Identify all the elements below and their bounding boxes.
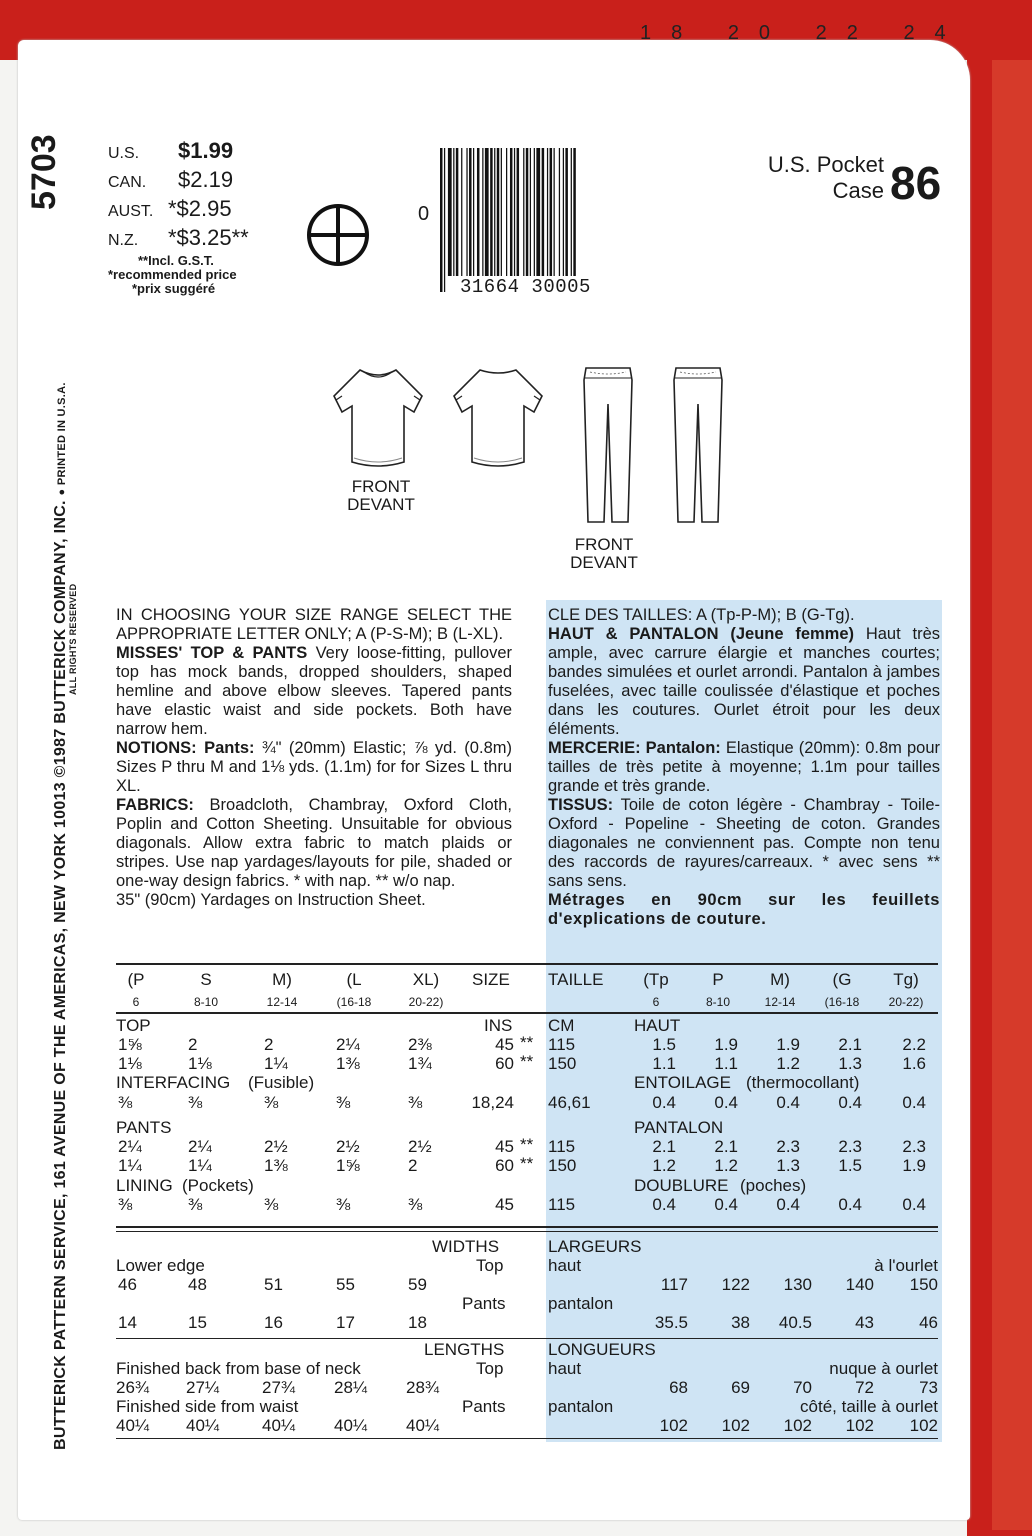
yardage-cell-fr: 0.4 bbox=[838, 1093, 862, 1112]
barcode-bar bbox=[494, 148, 495, 276]
width-top-en: 48 bbox=[188, 1275, 207, 1294]
yardage-cell-en: ⅜ bbox=[188, 1195, 203, 1214]
top-size: 22 bbox=[815, 22, 878, 44]
yardage-cell-en: 1⅜ bbox=[264, 1156, 288, 1175]
width-pants-fr: 43 bbox=[855, 1313, 874, 1332]
top-size: 24 bbox=[903, 22, 966, 44]
length-top-fr: 70 bbox=[793, 1378, 812, 1397]
yardage-star: ** bbox=[520, 1135, 534, 1154]
length-top-en: 28¼ bbox=[334, 1378, 368, 1397]
pocket-case-number: 86 bbox=[890, 157, 942, 209]
barcode-bar bbox=[444, 148, 445, 292]
yardage-cell-fr: 1.3 bbox=[776, 1156, 800, 1175]
width-pants-en: 17 bbox=[336, 1313, 355, 1332]
yardage-cell-en: 2½ bbox=[408, 1137, 432, 1156]
section-label-fr: ENTOILAGE bbox=[634, 1073, 731, 1092]
size-header-en: (L bbox=[346, 970, 362, 989]
yardage-cell-fr: 1.2 bbox=[714, 1156, 738, 1175]
size-header-fr-num: 12-14 bbox=[764, 995, 796, 1009]
yardage-cell-en: 2 bbox=[408, 1156, 418, 1175]
drawing-label-en: FRONT bbox=[574, 535, 634, 554]
yardage-cell-fr: 2.1 bbox=[714, 1137, 738, 1156]
chart-bottom-rule bbox=[116, 1438, 938, 1439]
yardage-cm: 150 bbox=[548, 1054, 577, 1073]
length-pants-fr: 102 bbox=[783, 1416, 812, 1435]
yardage-cell-en: 1⅝ bbox=[118, 1035, 142, 1054]
yardage-cell-fr: 0.4 bbox=[838, 1195, 862, 1214]
price-label: CAN. bbox=[108, 174, 147, 191]
side-publisher-text: BUTTERICK PATTERN SERVICE, 161 AVENUE OF THE AMERICAS, NEW YORK 10013 ©1987 BUTTERICK COMPANY, INC. ● PRINTED IN U.S.A. ALL RIGHTS RESERVED bbox=[52, 382, 78, 1450]
yardage-ins: 45 bbox=[495, 1195, 514, 1214]
widths-label-fr: LARGEURS bbox=[548, 1237, 642, 1256]
lengths-nuque: nuque à ourlet bbox=[829, 1359, 938, 1378]
lengths-pants: Pants bbox=[462, 1397, 506, 1416]
yardage-cell-fr: 0.4 bbox=[902, 1093, 926, 1112]
section-note: (Fusible) bbox=[248, 1073, 315, 1092]
chart-top-rule bbox=[116, 963, 938, 965]
top-size: 20 bbox=[727, 22, 791, 44]
pants-back-drawing bbox=[668, 364, 728, 528]
yardage-cell-en: 2 bbox=[264, 1035, 274, 1054]
yardage-cell-en: 1⅛ bbox=[188, 1054, 212, 1073]
barcode-bar bbox=[563, 148, 564, 276]
yardage-bottom-rule bbox=[116, 1226, 938, 1228]
size-header-fr-num: 8-10 bbox=[705, 995, 731, 1009]
price-note: *prix suggéré bbox=[132, 281, 216, 296]
yardage-cm: 115 bbox=[548, 1195, 576, 1214]
price-can: $2.19 bbox=[178, 167, 234, 192]
barcode-bar bbox=[559, 148, 560, 276]
barcode-bar bbox=[571, 148, 572, 292]
barcode-bar bbox=[554, 148, 555, 276]
yardage-cell-fr: 2.3 bbox=[838, 1137, 862, 1156]
notions-heading: NOTIONS: Pants: bbox=[116, 739, 255, 757]
drawing-label-en: FRONT bbox=[351, 477, 411, 496]
yardage-ins: 45 bbox=[495, 1035, 514, 1054]
barcode-bar bbox=[514, 148, 515, 276]
lengths-label: LENGTHS bbox=[424, 1340, 505, 1359]
barcode-bar bbox=[542, 148, 545, 276]
pattern-number: 5703 bbox=[25, 134, 63, 210]
fabrics-text: Broadcloth, Chambray, Oxford Cloth, Poplin and Cotton Sheeting. Unsuitable for obvious diagonals. Allow extra fabric to match plaids or stripes. Use nap yardages/layouts for pile, shaded or one-way design fabrics. * with nap. ** w/o nap. bbox=[116, 796, 512, 890]
section-label-fr: PANTALON bbox=[634, 1118, 724, 1137]
yardage-cell-en: 1¼ bbox=[118, 1156, 142, 1175]
length-top-fr: 73 bbox=[919, 1378, 938, 1397]
yardage-cell-en: 1⅜ bbox=[336, 1054, 360, 1073]
yardage-cell-fr: 0.4 bbox=[776, 1195, 800, 1214]
lengths-top: Top bbox=[476, 1359, 504, 1378]
yardage-cell-fr: 1.1 bbox=[714, 1054, 738, 1073]
yardage-cell-fr: 1.9 bbox=[776, 1035, 800, 1054]
top-back-drawing bbox=[450, 366, 546, 470]
width-pants-fr: 46 bbox=[919, 1313, 938, 1332]
barcode-bar bbox=[477, 148, 480, 276]
yardage-cell-fr: 2.3 bbox=[902, 1137, 926, 1156]
barcode-bar bbox=[466, 148, 467, 276]
yardage-cell-fr: 0.4 bbox=[776, 1093, 800, 1112]
size-header-en-num: 12-14 bbox=[266, 995, 298, 1009]
section-note: (Pockets) bbox=[182, 1176, 254, 1195]
yardage-cell-fr: 2.3 bbox=[776, 1137, 800, 1156]
yardage-cm: 115 bbox=[548, 1137, 576, 1156]
length-top-en: 26¾ bbox=[116, 1378, 150, 1397]
price-nz: *$3.25** bbox=[168, 225, 249, 250]
barcode-bar bbox=[448, 148, 452, 276]
yardage-cell-en: ⅜ bbox=[336, 1093, 351, 1112]
price-note: **Incl. G.S.T. bbox=[138, 253, 214, 268]
yardage-cell-fr: 0.4 bbox=[714, 1195, 738, 1214]
widths-top: Top bbox=[476, 1256, 504, 1275]
yardage-ins: 60 bbox=[495, 1156, 514, 1175]
lengths-cote: côté, taille à ourlet bbox=[800, 1397, 938, 1416]
width-top-en: 59 bbox=[408, 1275, 427, 1294]
drawing-label-fr: DEVANT bbox=[347, 495, 415, 514]
desc-text-fr: Haut très ample, avec carrure élargie et manches courtes; bandes simulées et ourlet arrondi. Pantalon à jambes fuselées, avec taille coulissée d'élastique et poches dans les coutures. Ourlet étroit pour les deux éléments. bbox=[548, 625, 940, 738]
section-note-fr: (poches) bbox=[740, 1176, 807, 1195]
fabrics-heading-fr: TISSUS: bbox=[548, 796, 614, 814]
yardage-cell-en: 2¼ bbox=[118, 1137, 142, 1156]
width-pants-fr: 35.5 bbox=[654, 1313, 688, 1332]
size-key-fr: CLE DES TAILLES: A (Tp-P-M); B (G-Tg). bbox=[548, 606, 855, 624]
yardage-cell-fr: 1.3 bbox=[838, 1054, 862, 1073]
yardage-cell-en: 2 bbox=[188, 1035, 198, 1054]
price-aust: *$2.95 bbox=[168, 196, 232, 221]
barcode-bar bbox=[490, 148, 493, 276]
taille-label: TAILLE bbox=[548, 970, 604, 989]
barcode-bar bbox=[506, 148, 507, 292]
yardage-ins: 60 bbox=[495, 1054, 514, 1073]
size-range-note: IN CHOOSING YOUR SIZE RANGE SELECT THE APPROPRIATE LETTER ONLY; A (P-S-M); B (L-XL). bbox=[116, 606, 512, 643]
pants-drawing-label bbox=[566, 536, 642, 572]
ins-label: INS bbox=[484, 1016, 513, 1035]
yardage-cell-en: ⅜ bbox=[188, 1093, 203, 1112]
barcode-bar bbox=[573, 148, 576, 292]
yardage-cell-fr: 1.1 bbox=[652, 1054, 676, 1073]
size-header-en-num: 8-10 bbox=[193, 995, 219, 1009]
barcode-bar bbox=[453, 148, 454, 276]
yardage-cm: 46,61 bbox=[548, 1093, 591, 1112]
barcode-bar bbox=[565, 148, 568, 276]
section-label-fr: HAUT bbox=[634, 1016, 681, 1035]
lengths-haut: haut bbox=[548, 1359, 582, 1378]
barcode-bar bbox=[501, 148, 502, 276]
yardage-cell-en: 2¼ bbox=[188, 1137, 212, 1156]
length-top-fr: 69 bbox=[731, 1378, 750, 1397]
length-pants-en: 40¼ bbox=[406, 1416, 440, 1435]
size-header-fr-num: (16-18 bbox=[824, 995, 860, 1009]
length-pants-en: 40¼ bbox=[116, 1416, 150, 1435]
size-header-fr-num: 20-22) bbox=[888, 995, 924, 1009]
desc-heading-fr: HAUT & PANTALON (Jeune femme) bbox=[548, 625, 855, 643]
length-top-fr: 68 bbox=[669, 1378, 688, 1397]
price-label: AUST. bbox=[108, 203, 154, 220]
width-top-en: 46 bbox=[118, 1275, 137, 1294]
price-label: N.Z. bbox=[108, 232, 139, 249]
yardage-cell-en: 1¼ bbox=[188, 1156, 212, 1175]
yardage-star: ** bbox=[520, 1033, 534, 1052]
barcode-leading-digit: 0 bbox=[418, 203, 430, 225]
yardage-cell-en: ⅜ bbox=[118, 1093, 133, 1112]
widths-label: WIDTHS bbox=[432, 1237, 500, 1256]
barcode-bar bbox=[497, 148, 500, 276]
section-label-fr: DOUBLURE bbox=[634, 1176, 729, 1195]
yardage-cell-fr: 2.2 bbox=[902, 1035, 926, 1054]
yardage-cell-en: ⅜ bbox=[408, 1093, 423, 1112]
length-pants-fr: 102 bbox=[659, 1416, 688, 1435]
size-header-fr: P bbox=[712, 970, 724, 989]
barcode-digits: 31664 30005 bbox=[460, 276, 591, 298]
barcode-bar bbox=[523, 148, 524, 276]
yardage-cell-fr: 0.4 bbox=[652, 1195, 676, 1214]
length-pants-fr: 102 bbox=[909, 1416, 938, 1435]
yardage-cell-en: 1⅛ bbox=[118, 1054, 142, 1073]
barcode-bar bbox=[456, 148, 459, 276]
width-top-en: 51 bbox=[264, 1275, 283, 1294]
section-label: TOP bbox=[116, 1016, 151, 1035]
yardage-cm: 115 bbox=[548, 1035, 576, 1054]
widths-lower-edge: Lower edge bbox=[116, 1256, 205, 1275]
barcode-bar bbox=[550, 148, 553, 276]
width-pants-en: 16 bbox=[264, 1313, 283, 1332]
section-label: INTERFACING bbox=[116, 1073, 231, 1092]
yardage-cell-fr: 0.4 bbox=[714, 1093, 738, 1112]
size-header-en-num: 20-22) bbox=[408, 995, 444, 1009]
barcode-bar bbox=[485, 148, 489, 276]
width-top-fr: 130 bbox=[783, 1275, 812, 1294]
size-header-en-num: 6 bbox=[132, 995, 140, 1009]
top-front-drawing bbox=[330, 366, 426, 470]
width-top-fr: 140 bbox=[845, 1275, 874, 1294]
notions-heading-fr: MERCERIE: Pantalon: bbox=[548, 739, 721, 757]
barcode-bar bbox=[510, 148, 513, 292]
yardage-star: ** bbox=[520, 1154, 534, 1173]
yardage-cell-fr: 1.5 bbox=[652, 1035, 676, 1054]
section-label: LINING bbox=[116, 1176, 173, 1195]
yardage-cell-fr: 0.4 bbox=[902, 1195, 926, 1214]
yardage-note: 35" (90cm) Yardages on Instruction Sheet. bbox=[116, 891, 426, 909]
yardage-cell-en: 1⅝ bbox=[336, 1156, 360, 1175]
chart-header-rule bbox=[116, 1012, 938, 1014]
length-pants-en: 40¼ bbox=[334, 1416, 368, 1435]
length-pants-en: 40¼ bbox=[262, 1416, 296, 1435]
width-top-en: 55 bbox=[336, 1275, 355, 1294]
price-us: $1.99 bbox=[178, 138, 234, 163]
yardage-cell-fr: 1.6 bbox=[902, 1054, 926, 1073]
width-pants-en: 14 bbox=[118, 1313, 137, 1332]
barcode-bar bbox=[536, 148, 540, 276]
lengths-side: Finished side from waist bbox=[116, 1397, 299, 1416]
width-pants-fr: 40.5 bbox=[778, 1313, 812, 1332]
price-block bbox=[108, 138, 249, 296]
printed-line: PRINTED IN U.S.A. bbox=[56, 382, 68, 486]
barcode-bar bbox=[461, 148, 462, 276]
length-top-en: 27¾ bbox=[262, 1378, 296, 1397]
widths-bottom-rule bbox=[116, 1338, 938, 1339]
lengths-pantalon: pantalon bbox=[548, 1397, 614, 1416]
registration-mark-icon bbox=[306, 203, 370, 267]
lengths-label-fr: LONGUEURS bbox=[548, 1340, 656, 1359]
barcode-bar bbox=[526, 148, 529, 276]
french-description bbox=[548, 606, 940, 929]
barcode-bar bbox=[469, 148, 472, 276]
envelope-edge-inner bbox=[992, 60, 1032, 1530]
yardage-cell-fr: 1.2 bbox=[652, 1156, 676, 1175]
barcode-bar bbox=[534, 148, 535, 276]
yardage-ins: 18,24 bbox=[471, 1093, 514, 1112]
yardage-cm: 150 bbox=[548, 1156, 577, 1175]
top-drawing-label bbox=[344, 478, 418, 514]
yardage-cell-en: 1¼ bbox=[264, 1054, 288, 1073]
widths-pantalon: pantalon bbox=[548, 1294, 614, 1313]
section-label: PANTS bbox=[116, 1118, 172, 1137]
english-description bbox=[116, 606, 512, 910]
price-label: U.S. bbox=[108, 145, 140, 162]
width-pants-en: 15 bbox=[188, 1313, 207, 1332]
fabrics-text-fr: Toile de coton légère - Chambray - Toile-Oxford - Popeline - Sheeting de coton. Grandes diagonales ne conviennent pas. Compte non tenu des raccords de rayures/carreaux. * avec sens ** sans sens. bbox=[548, 796, 940, 890]
length-top-en: 28¾ bbox=[406, 1378, 440, 1397]
yardage-cell-fr: 1.2 bbox=[776, 1054, 800, 1073]
yardage-cell-fr: 1.5 bbox=[838, 1156, 862, 1175]
top-size: 18 bbox=[640, 22, 703, 44]
yardage-cell-en: 2⅜ bbox=[408, 1035, 432, 1054]
barcode-icon bbox=[438, 146, 618, 294]
yardage-ins: 45 bbox=[495, 1137, 514, 1156]
width-top-fr: 122 bbox=[721, 1275, 750, 1294]
size-label: SIZE bbox=[472, 970, 510, 989]
width-pants-en: 18 bbox=[408, 1313, 427, 1332]
desc-text: Very loose-fitting, pullover top has mock bands, dropped shoulders, shaped hemline and above elbow sleeves. Tapered pants have elastic waist and side pockets. Both have narrow hem. bbox=[116, 644, 513, 738]
width-top-fr: 117 bbox=[660, 1275, 688, 1294]
yardage-note-fr: Métrages en 90cm sur les feuillets d'explications de couture. bbox=[548, 891, 940, 928]
pocket-case-label bbox=[764, 152, 884, 204]
pants-front-drawing bbox=[578, 364, 638, 528]
notions-text-fr: Elastique (20mm): 0.8m pour tailles de très petite à moyenne; 1.1m pour tailles grande et très grande. bbox=[548, 739, 940, 795]
widths-haut: haut bbox=[548, 1256, 582, 1275]
yardage-cell-fr: 1.9 bbox=[902, 1156, 926, 1175]
barcode-bar bbox=[517, 148, 520, 276]
size-header-fr-num: 6 bbox=[652, 995, 660, 1009]
barcode-bar bbox=[482, 148, 483, 276]
yardage-cell-en: ⅜ bbox=[336, 1195, 351, 1214]
yardage-cell-en: 2½ bbox=[264, 1137, 288, 1156]
fabrics-heading: FABRICS: bbox=[116, 796, 194, 814]
barcode-bar bbox=[547, 148, 548, 276]
yardage-cell-fr: 1.9 bbox=[714, 1035, 738, 1054]
yardage-cell-fr: 2.1 bbox=[838, 1035, 862, 1054]
size-header-fr: (Tp bbox=[643, 970, 669, 989]
widths-ourlet: à l'ourlet bbox=[874, 1256, 938, 1275]
price-note: *recommended price bbox=[108, 267, 237, 282]
barcode-bar bbox=[530, 148, 531, 276]
barcode-bar bbox=[440, 148, 443, 292]
yardage-cell-en: ⅜ bbox=[408, 1195, 423, 1214]
notions-text: ¾" (20mm) Elastic; ⅞ yd. (0.8m) Sizes P thru M and 1⅛ yds. (1.1m) for for Sizes L thru XL. bbox=[116, 739, 512, 795]
cm-label: CM bbox=[548, 1016, 575, 1035]
size-header-en-num: (16-18 bbox=[336, 995, 372, 1009]
length-top-en: 27¼ bbox=[186, 1378, 220, 1397]
lengths-back: Finished back from base of neck bbox=[116, 1359, 361, 1378]
length-top-fr: 72 bbox=[855, 1378, 874, 1397]
pocket-line: Case bbox=[832, 178, 884, 203]
length-pants-fr: 102 bbox=[721, 1416, 750, 1435]
yardage-bottom-rule-2 bbox=[116, 1231, 938, 1232]
length-pants-fr: 102 bbox=[845, 1416, 874, 1435]
publisher-line: BUTTERICK PATTERN SERVICE, 161 AVENUE OF THE AMERICAS, NEW YORK 10013 ©1987 BUTTERICK COMPANY, INC. bbox=[52, 500, 69, 1450]
yardage-cell-en: ⅜ bbox=[118, 1195, 133, 1214]
desc-heading: MISSES' TOP & PANTS bbox=[116, 644, 308, 662]
size-header-en: M) bbox=[272, 970, 292, 989]
size-header-en: (P bbox=[127, 970, 145, 989]
drawing-label-fr: DEVANT bbox=[570, 553, 638, 572]
yardage-cell-fr: 0.4 bbox=[652, 1093, 676, 1112]
size-header-fr: (G bbox=[832, 970, 852, 989]
barcode-bar bbox=[473, 148, 474, 276]
size-header-en: XL) bbox=[412, 970, 440, 989]
pocket-line: U.S. Pocket bbox=[767, 152, 884, 177]
width-top-fr: 150 bbox=[909, 1275, 938, 1294]
top-edge-sizes bbox=[640, 22, 966, 45]
rights-line: ALL RIGHTS RESERVED bbox=[68, 583, 78, 695]
widths-pants: Pants bbox=[462, 1294, 506, 1313]
yardage-cell-en: 2½ bbox=[336, 1137, 360, 1156]
yardage-cell-en: ⅜ bbox=[264, 1195, 279, 1214]
size-header-fr: M) bbox=[770, 970, 790, 989]
yardage-cell-en: 2¼ bbox=[336, 1035, 360, 1054]
section-note-fr: (thermocollant) bbox=[746, 1073, 860, 1092]
size-header-en: S bbox=[200, 970, 212, 989]
width-pants-fr: 38 bbox=[731, 1313, 750, 1332]
yardage-cell-en: 1¾ bbox=[408, 1054, 432, 1073]
size-header-fr: Tg) bbox=[893, 970, 919, 989]
yardage-star: ** bbox=[520, 1052, 534, 1071]
yardage-cell-fr: 2.1 bbox=[652, 1137, 676, 1156]
length-pants-en: 40¼ bbox=[186, 1416, 220, 1435]
yardage-cell-en: ⅜ bbox=[264, 1093, 279, 1112]
